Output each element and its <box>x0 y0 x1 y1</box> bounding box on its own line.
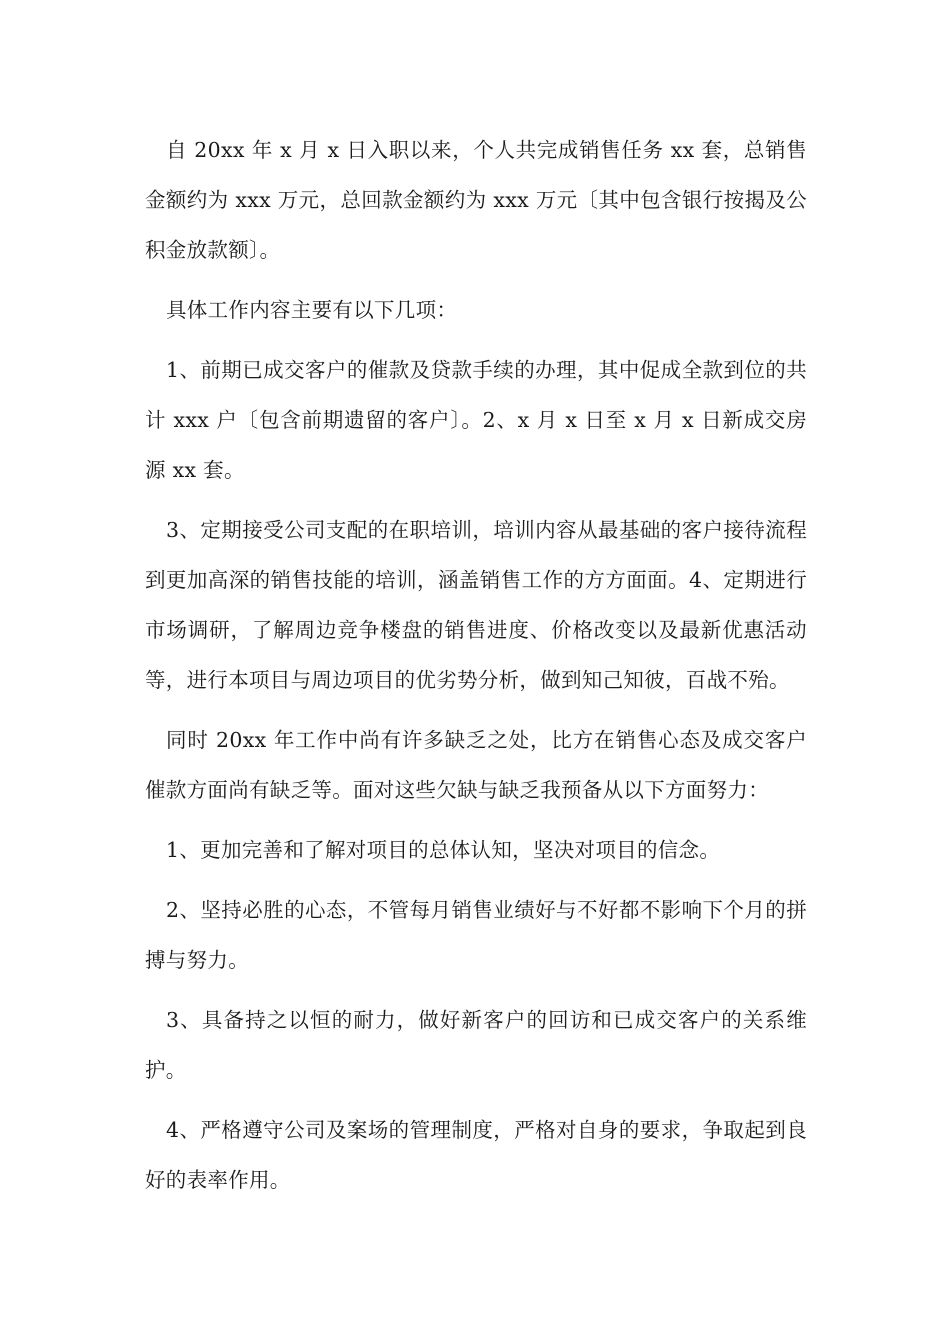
paragraph-shortcomings: 同时 20xx 年工作中尚有许多缺乏之处，比方在销售心态及成交客户催款方面尚有缺乏等。面对这些欠缺与缺乏我预备从以下方面努力： <box>145 728 807 802</box>
paragraph-plan-2: 2、坚持必胜的心态，不管每月销售业绩好与不好都不影响下个月的拼搏与努力。 <box>145 898 807 972</box>
paragraph-item-3-4: 3、定期接受公司支配的在职培训，培训内容从最基础的客户接待流程到更加高深的销售技能的培训，涵盖销售工作的方方面面。4、定期进行市场调研，了解周边竞争楼盘的销售进度、价格改变以及最新优惠活动等，进行本项目与周边项目的优劣势分析，做到知己知彼，百战不殆。 <box>145 518 807 692</box>
paragraph-plan-1: 1、更加完善和了解对项目的总体认知，坚决对项目的信念。 <box>166 838 721 862</box>
paragraph-work-heading: 具体工作内容主要有以下几项： <box>166 298 458 322</box>
document-body <box>145 125 807 1215</box>
paragraph-item-1-2: 1、前期已成交客户的催款及贷款手续的办理，其中促成全款到位的共计 xxx 户〔包含前期遗留的客户〕。2、x 月 x 日至 x 月 x 日新成交房源 xx 套。 <box>145 358 807 482</box>
paragraph-plan-4: 4、严格遵守公司及案场的管理制度，严格对自身的要求，争取起到良好的表率作用。 <box>145 1118 807 1192</box>
paragraph-plan-3: 3、具备持之以恒的耐力，做好新客户的回访和已成交客户的关系维护。 <box>145 1008 807 1082</box>
paragraph-intro: 自 20xx 年 x 月 x 日入职以来，个人共完成销售任务 xx 套，总销售金额约为 xxx 万元，总回款金额约为 xxx 万元〔其中包含银行按揭及公积金放款额〕。 <box>145 138 807 262</box>
